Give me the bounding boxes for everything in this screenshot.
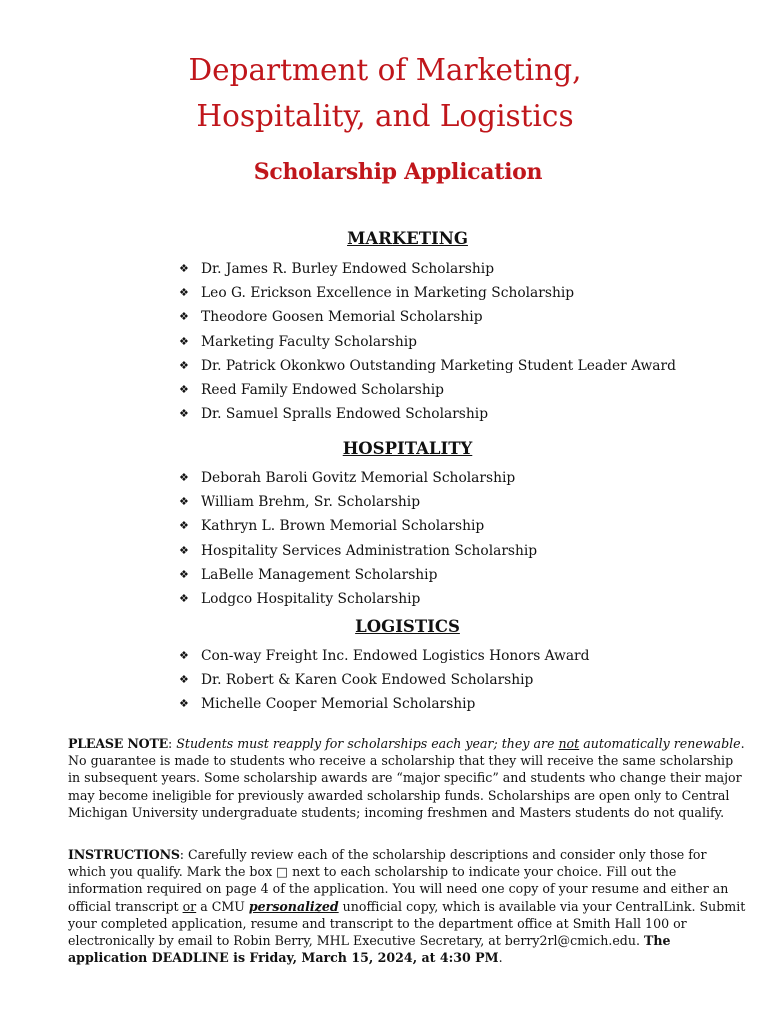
list-item: ❖ Theodore Goosen Memorial Scholarship	[179, 305, 676, 329]
diamond-bullet-icon: ❖	[179, 407, 189, 421]
title-line-2: Hospitality, and Logistics	[196, 99, 574, 133]
diamond-bullet-icon: ❖	[179, 697, 189, 711]
list-item: ❖ Reed Family Endowed Scholarship	[179, 378, 676, 402]
scholarship-list-marketing	[179, 257, 676, 426]
diamond-bullet-icon: ❖	[179, 592, 189, 606]
list-item: ❖ Dr. Patrick Okonkwo Outstanding Marketing Student Leader Award	[179, 354, 676, 378]
diamond-bullet-icon: ❖	[179, 567, 189, 581]
note-label: PLEASE NOTE	[68, 736, 169, 751]
scholarship-list-logistics	[179, 644, 589, 717]
diamond-bullet-icon: ❖	[179, 519, 189, 533]
scholarship-list-hospitality	[179, 466, 537, 611]
diamond-bullet-icon: ❖	[179, 358, 189, 372]
list-item: ❖ LaBelle Management Scholarship	[179, 563, 537, 587]
list-item: ❖ Hospitality Services Administration Scholarship	[179, 539, 537, 563]
instructions-label: INSTRUCTIONS	[68, 847, 180, 862]
diamond-bullet-icon: ❖	[179, 543, 189, 557]
deadline-text: The application DEADLINE is Friday, March 15, 2024, at 4:30 PM	[68, 933, 671, 966]
diamond-bullet-icon: ❖	[179, 310, 189, 324]
list-item: ❖ Michelle Cooper Memorial Scholarship	[179, 692, 589, 716]
note-paragraph: PLEASE NOTE: Students must reapply for scholarships each year; they are not automatically renewable. No guarantee is made to students who receive a scholarship that they will receive the same scholarship in subsequent years. Some scholarship awards are “major specific” and students who change their major may become ineligible for previously awarded scholarship funds. Scholarships are open only to Central Michigan University undergraduate students; incoming freshmen and Masters students do not qualify.	[68, 736, 745, 820]
diamond-bullet-icon: ❖	[179, 673, 189, 687]
list-item: ❖ Dr. James R. Burley Endowed Scholarship	[179, 257, 676, 281]
diamond-bullet-icon: ❖	[179, 649, 189, 662]
diamond-bullet-icon: ❖	[179, 334, 189, 348]
list-item: ❖ William Brehm, Sr. Scholarship	[179, 490, 537, 514]
page-title	[0, 47, 770, 139]
page-subtitle: Scholarship Application	[253, 159, 543, 185]
diamond-bullet-icon: ❖	[179, 262, 189, 275]
list-item: ❖ Con-way Freight Inc. Endowed Logistics Honors Award	[179, 644, 589, 668]
section-heading-logistics: LOGISTICS	[355, 617, 460, 636]
list-item: ❖ Lodgco Hospitality Scholarship	[179, 587, 537, 611]
list-item: ❖ Marketing Faculty Scholarship	[179, 330, 676, 354]
list-item: ❖ Deborah Baroli Govitz Memorial Scholarship	[179, 466, 537, 490]
diamond-bullet-icon: ❖	[179, 495, 189, 509]
list-item: ❖ Dr. Robert & Karen Cook Endowed Scholarship	[179, 668, 589, 692]
diamond-bullet-icon: ❖	[179, 383, 189, 397]
instructions-paragraph: INSTRUCTIONS: Carefully review each of the scholarship descriptions and consider only those for which you qualify. Mark the box □ next to each scholarship to indicate your choice. Fill out the information required on page 4 of the application. You will need one copy of your resume and either an official transcript or a CMU personalized unofficial copy, which is available via your CentralLink. Submit your completed application, resume and transcript to the department office at Smith Hall 100 or electronically by email to Robin Berry, MHL Executive Secretary, at berry2rl@cmich.edu. The application DEADLINE is Friday, March 15, 2024, at 4:30 PM.	[68, 847, 746, 966]
list-item: ❖ Kathryn L. Brown Memorial Scholarship	[179, 514, 537, 538]
list-item: ❖ Dr. Samuel Spralls Endowed Scholarship	[179, 402, 676, 426]
diamond-bullet-icon: ❖	[179, 471, 189, 484]
title-line-1: Department of Marketing,	[188, 53, 582, 87]
section-heading-marketing: MARKETING	[347, 229, 468, 248]
list-item: ❖ Leo G. Erickson Excellence in Marketing Scholarship	[179, 281, 676, 305]
section-heading-hospitality: HOSPITALITY	[342, 439, 473, 458]
diamond-bullet-icon: ❖	[179, 286, 189, 300]
